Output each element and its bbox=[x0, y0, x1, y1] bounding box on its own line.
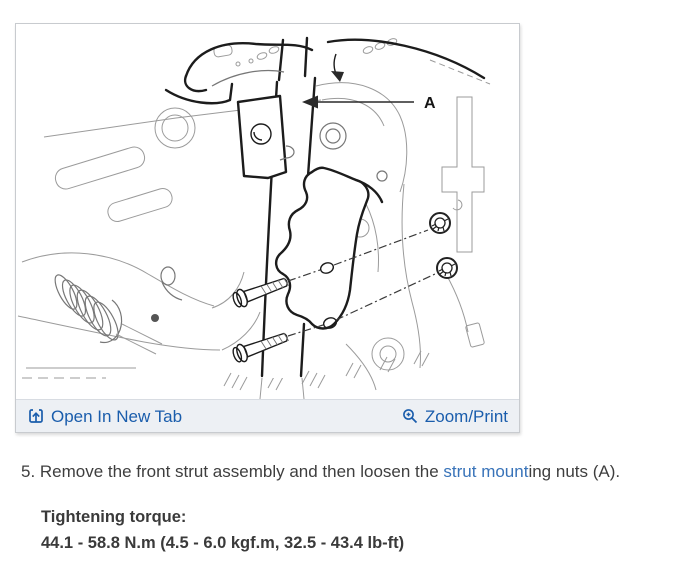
open-in-new-tab-icon bbox=[27, 407, 45, 425]
zoom-print-icon bbox=[401, 407, 419, 425]
torque-spec-value: 44.1 - 58.8 N.m (4.5 - 6.0 kgf.m, 32.5 - 43.4 lb-ft) bbox=[41, 534, 405, 552]
step-text-before: 5. Remove the front strut assembly and then loosen the bbox=[21, 462, 444, 481]
strut-mount-link[interactable]: strut mount bbox=[443, 462, 529, 481]
open-in-new-tab-link[interactable] bbox=[27, 407, 182, 425]
open-in-new-tab-label: Open In New Tab bbox=[51, 406, 183, 426]
zoom-print-label: Zoom/Print bbox=[424, 406, 508, 426]
strut-mounting-nuts bbox=[430, 213, 457, 278]
callout-arrow-a bbox=[302, 95, 436, 112]
step-text-after: ing nuts (A). bbox=[528, 462, 621, 481]
section-hatching bbox=[224, 351, 429, 390]
strut-assembly-diagram bbox=[16, 24, 519, 399]
control-arm-and-cv-boot bbox=[18, 253, 260, 378]
torque-spec-block bbox=[41, 504, 404, 556]
viewer-toolbar bbox=[16, 399, 519, 432]
step-instruction bbox=[21, 460, 671, 484]
fender-edge bbox=[166, 40, 484, 178]
down-arrow-icon bbox=[331, 54, 344, 82]
figure-area bbox=[16, 24, 519, 399]
torque-spec-heading: Tightening torque: bbox=[41, 508, 187, 526]
callout-label-a: A bbox=[424, 95, 436, 112]
figure-viewer-panel bbox=[15, 23, 520, 433]
zoom-print-link[interactable] bbox=[401, 407, 508, 425]
